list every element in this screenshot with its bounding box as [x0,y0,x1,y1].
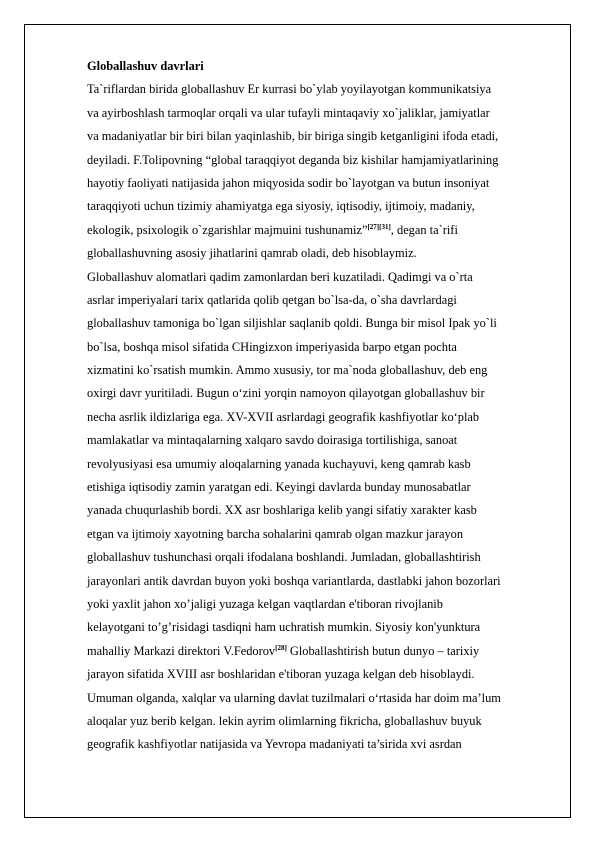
line-text: geografik kashfiyotlar natijasida va Yevropa madaniyati ta’sirida xvi asrdan [87,737,462,752]
text-line [87,359,559,382]
line-text: deyiladi. F.Tolipovning “global taraqqiyot deganda biz kishilar hamjamiyatlarining [87,152,499,167]
section-title: Globallashuv davrlari [87,59,204,73]
line-text: mahalliy Markazi direktori V.Fedorov [87,643,276,658]
text-line [87,546,559,569]
text-line [87,710,559,733]
line-text: bo`lsa, boshqa misol sifatida CHingizxon imperiyasida barpo etgan pochta [87,339,457,354]
line-text: mamlakatlar va mintaqalarning xalqaro savdo doirasiga tortilishiga, sanoat [87,433,458,448]
document-body [87,55,559,757]
line-text: Umuman olganda, xalqlar va ularning davlat tuzilmalari o‘rtasida har doim ma’lum [87,690,501,705]
line-text-continued: Globallashtirish butun dunyo – tarixiy [286,643,480,658]
text-line [87,195,559,218]
text-line [87,266,559,289]
line-text: ekologik, psixologik o`zgarishlar majmuini tushunamiz” [87,222,368,237]
line-text: hayotiy faoliyati natijasida jahon miqyosida sodir bo`layotgan va butun insoniyat [87,175,490,190]
line-text-continued: , degan ta`rifi [390,222,458,237]
text-line [87,593,559,616]
line-text: etgan va ijtimoiy xayotning barcha sohalarini qamrab olgan mazkur jarayon [87,526,464,541]
text-line [87,733,559,756]
line-text: yoki yaxlit jahon xo’jaligi yuzaga kelgan vaqtlardan e'tiboran rivojlanib [87,596,443,611]
text-line [87,499,559,522]
text-line [87,406,559,429]
text-line [87,289,559,312]
text-line [87,149,559,172]
line-text: necha asrlik ildizlariga ega. XV-XVII asrlardagi geografik kashfiyotlar ko‘plab [87,409,480,424]
line-text: etishiga iqtisodiy zamin yaratgan edi. Keyingi davlarda bunday munosabatlar [87,480,471,495]
text-line [87,429,559,452]
line-text: aloqalar yuz berib kelgan. lekin ayrim olimlarning fikricha, globallashuv buyuk [87,713,482,728]
text-line [87,336,559,359]
text-line [87,219,559,242]
text-line [87,523,559,546]
line-text: oxirgi davr yuritiladi. Bugun o‘zini yorqin namoyon qilayotgan globallashuv bir [87,386,485,401]
text-line [87,242,559,265]
text-line [87,172,559,195]
line-text: Globallashuv alomatlari qadim zamonlardan beri kuzatiladi. Qadimgi va o`rta [87,269,473,284]
text-line [87,312,559,335]
line-text: kelayotgani to’g’risidagi tasdiqni ham uchratish mumkin. Siyosiy kon'yunktura [87,620,481,635]
text-line [87,616,559,639]
text-line [87,640,559,663]
text-line [87,125,559,148]
text-line [87,663,559,686]
line-text: globallashuv tamoniga bo`lgan siljishlar saqlanib qoldi. Bunga bir misol Ipak yo`li [87,316,497,331]
line-text: globallashuvning asosiy jihatlarini qamrab oladi, deb hisoblaymiz. [87,246,417,261]
paragraph-lines [87,78,559,756]
text-line [87,476,559,499]
citation-ref[interactable]: [28] [275,643,287,652]
line-text: jarayon sifatida XVIII asr boshlaridan e'tiboran yuzaga kelgan deb hisoblaydi. [87,667,475,682]
citation-ref[interactable]: [27][31] [367,222,391,231]
line-text: Ta`riflardan birida globallashuv Er kurrasi bo`ylab yoyilayotgan kommunikatsiya [87,82,492,97]
text-line [87,382,559,405]
line-text: globallashuv tushunchasi orqali ifodalana boshlandi. Jumladan, globallashtirish [87,550,481,565]
line-text: xizmatini ko`rsatish mumkin. Ammo xususiy, tor ma`noda globallashuv, deb eng [87,363,488,378]
line-text: taraqqiyoti uchun tizimiy ahamiyatga ega siyosiy, iqtisodiy, ijtimoiy, madaniy, [87,199,475,214]
text-line [87,453,559,476]
line-text: revolyusiyasi esa umumiy aloqalarning yanada kuchayuvi, keng qamrab kasb [87,456,471,471]
text-line [87,102,559,125]
line-text: jarayonlari antik davrdan buyon yoki boshqa variantlarda, dastlabki jahon bozorlari [87,573,501,588]
line-text: va ayirboshlash tarmoqlar orqali va ular tufayli mintaqaviy xo`jaliklar, jamiyatlar [87,105,490,120]
text-line [87,570,559,593]
line-text: asrlar imperiyalari tarix qatlarida qolib qetgan bo`lsa-da, o`sha davrlardagi [87,292,457,307]
line-text: yanada chuqurlashib bordi. XX asr boshlariga kelib yangi sifatiy xarakter kasb [87,503,477,518]
line-text: va madaniyatlar bir biri bilan yaqinlashib, bir biriga singib ketganligini ifoda etadi, [87,129,499,144]
text-line [87,78,559,101]
text-line [87,687,559,710]
